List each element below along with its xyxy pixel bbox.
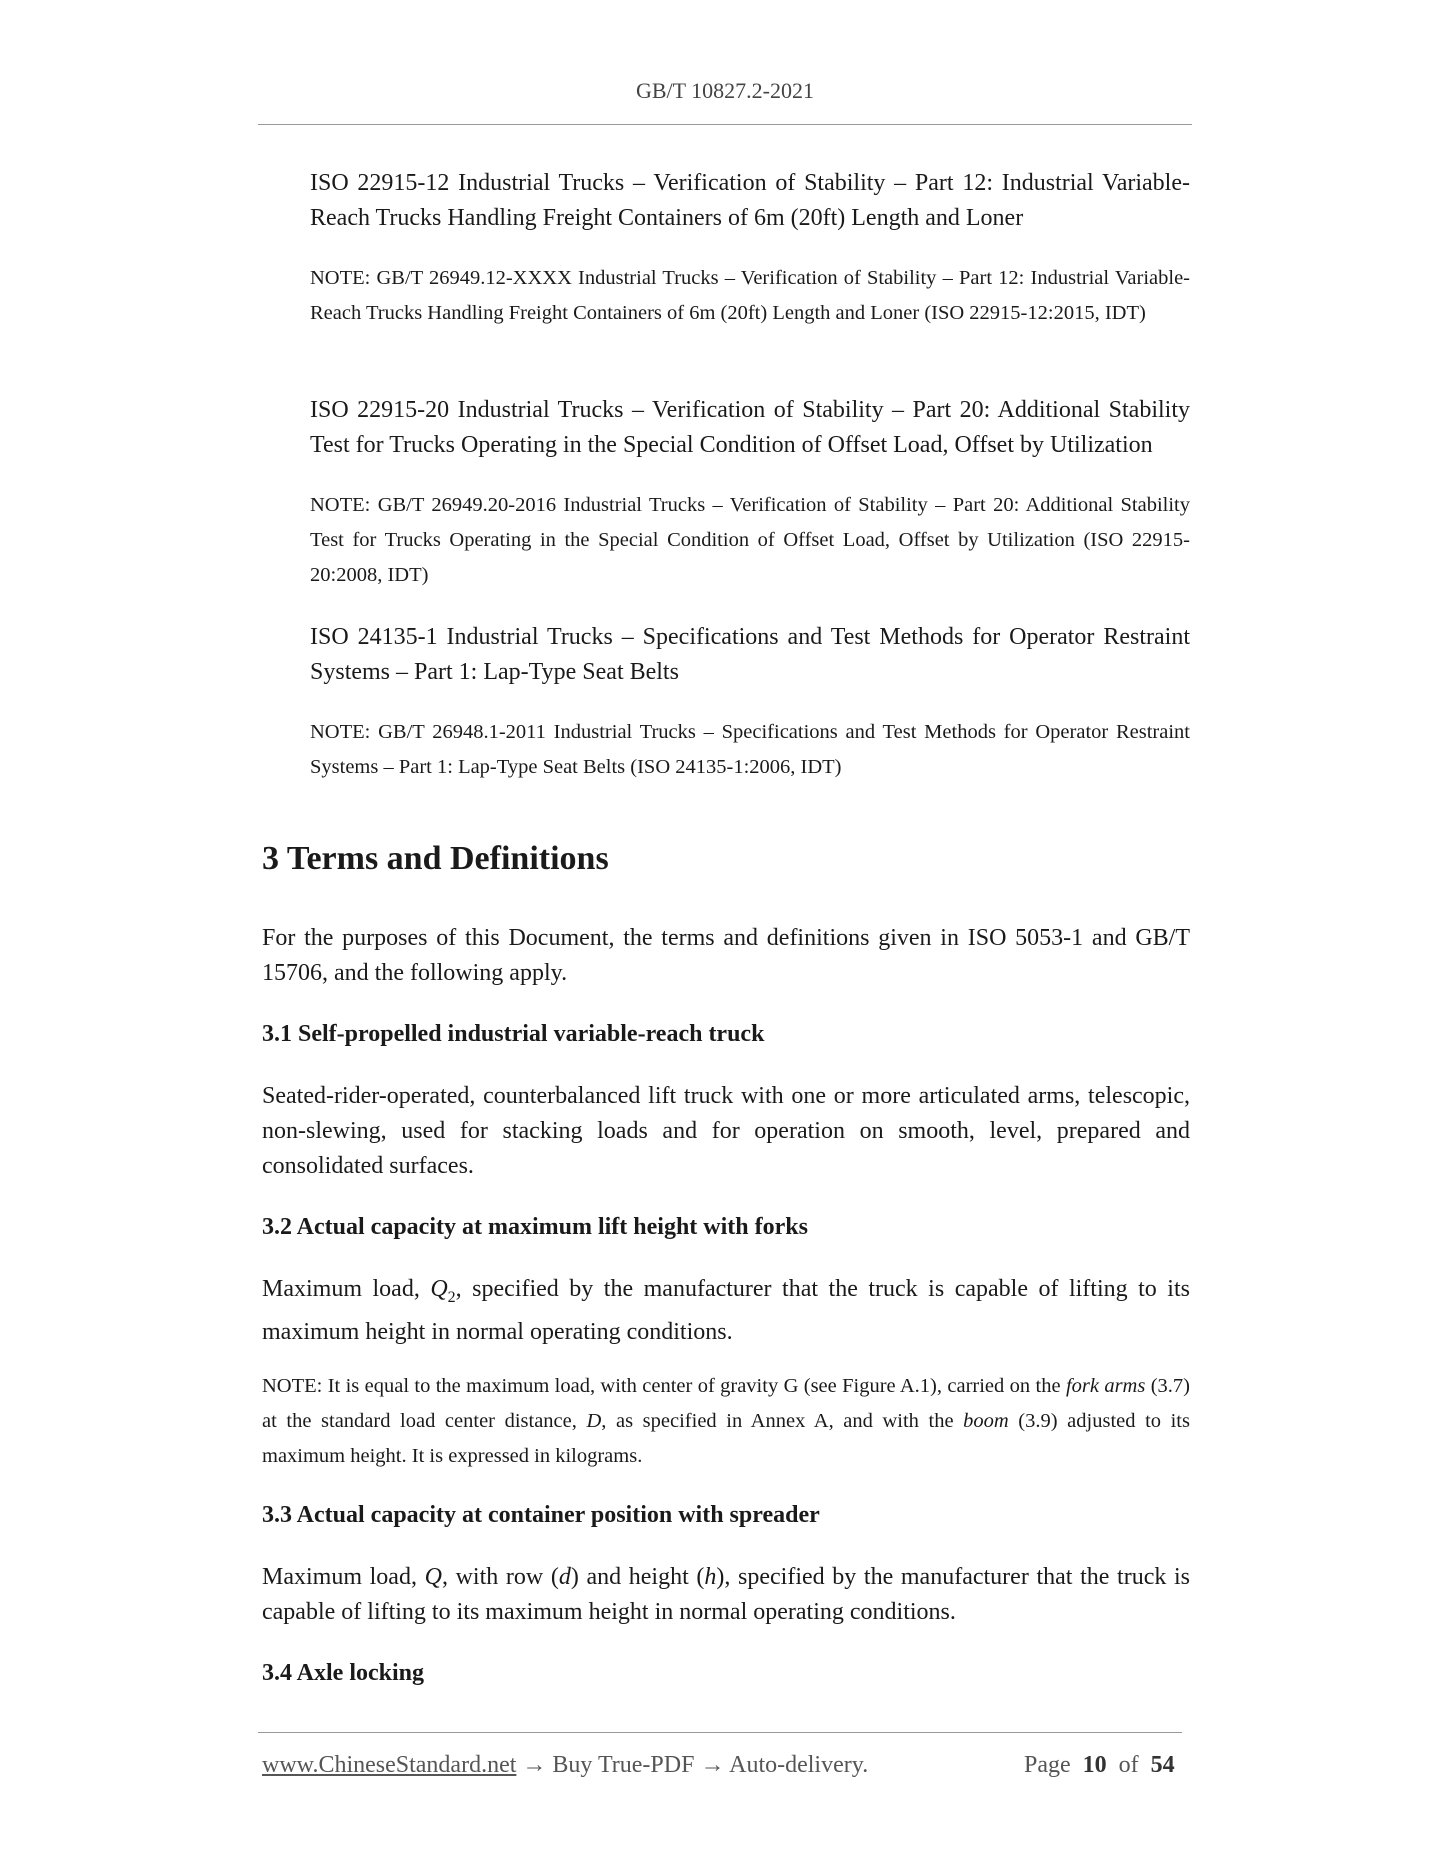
term-3-2-heading: 3.2 Actual capacity at maximum lift height with forks <box>262 1214 808 1240</box>
footer-promo <box>262 1752 868 1779</box>
term-3-2-definition: Maximum load, $Q_2$, specified by the manufacturer that the truck is capable of lifting to its maximum height in normal operating conditions. <box>262 1276 1190 1345</box>
document-header: GB/T 10827.2-2021 <box>635 78 815 103</box>
reference-note-3: NOTE: GB/T 26948.1-2011 Industrial Trucks – Specifications and Test Methods for Operator Restraint Systems – Part 1: Lap-Type Seat Belts (ISO 24135-1:2006, IDT) <box>310 721 1190 778</box>
footer-divider <box>258 1732 1182 1733</box>
term-3-1-heading: 3.1 Self-propelled industrial variable-reach truck <box>262 1021 765 1047</box>
reference-title-3: ISO 24135-1 Industrial Trucks – Specifications and Test Methods for Operator Restraint Systems – Part 1: Lap-Type Seat Belts <box>310 624 1190 685</box>
reference-title-1: ISO 22915-12 Industrial Trucks – Verification of Stability – Part 12: Industrial Variable-Reach Trucks Handling Freight Containers of 6m (20ft) Length and Loner <box>310 170 1190 231</box>
symbol-q2: Q <box>430 1276 448 1302</box>
website-link[interactable]: www.ChineseStandard.net <box>262 1752 517 1778</box>
section-intro: For the purposes of this Document, the terms and definitions given in ISO 5053-1 and GB/T 15706, and the following apply. <box>262 925 1190 986</box>
reference-title-2: ISO 22915-20 Industrial Trucks – Verification of Stability – Part 20: Additional Stability Test for Trucks Operating in the Special Condition of Offset Load, Offset by Utilization <box>310 397 1190 458</box>
reference-note-1: NOTE: GB/T 26949.12-XXXX Industrial Trucks – Verification of Stability – Part 12: Industrial Variable-Reach Trucks Handling Freight Containers of 6m (20ft) Length and Loner (ISO 22915-12:2015, IDT) <box>310 267 1190 324</box>
reference-note-2: NOTE: GB/T 26949.20-2016 Industrial Trucks – Verification of Stability – Part 20: Additional Stability Test for Trucks Operating in the Special Condition of Offset Load, Offset by Utilization (ISO 22915-20:2008, IDT) <box>310 494 1190 586</box>
term-3-4-heading: 3.4 Axle locking <box>262 1660 425 1686</box>
current-page: 10 <box>1082 1752 1107 1778</box>
section-heading: 3 Terms and Definitions <box>262 840 609 877</box>
page-indicator: Page 10 of 54 <box>1024 1752 1175 1778</box>
term-3-1-definition: Seated-rider-operated, counterbalanced lift truck with one or more articulated arms, telescopic, non-slewing, used for stacking loads and for operation on smooth, level, prepared and consolidated surfaces. <box>262 1083 1190 1179</box>
term-3-3-heading: 3.3 Actual capacity at container position with spreader <box>262 1502 820 1528</box>
total-pages: 54 <box>1150 1752 1175 1778</box>
header-divider <box>258 124 1192 125</box>
term-3-3-definition: Maximum load, Q, with row (d) and height (h), specified by the manufacturer that the truck is capable of lifting to its maximum height in normal operating conditions. <box>262 1564 1190 1625</box>
term-3-2-note: NOTE: It is equal to the maximum load, with center of gravity G (see Figure A.1), carried on the fork arms (3.7) at the standard load center distance, D, as specified in Annex A, and with the boom (3.9) adjusted to its maximum height. It is expressed in kilograms. <box>262 1375 1190 1467</box>
footer-tagline: → Buy True-PDF → Auto-delivery. <box>516 1752 869 1778</box>
